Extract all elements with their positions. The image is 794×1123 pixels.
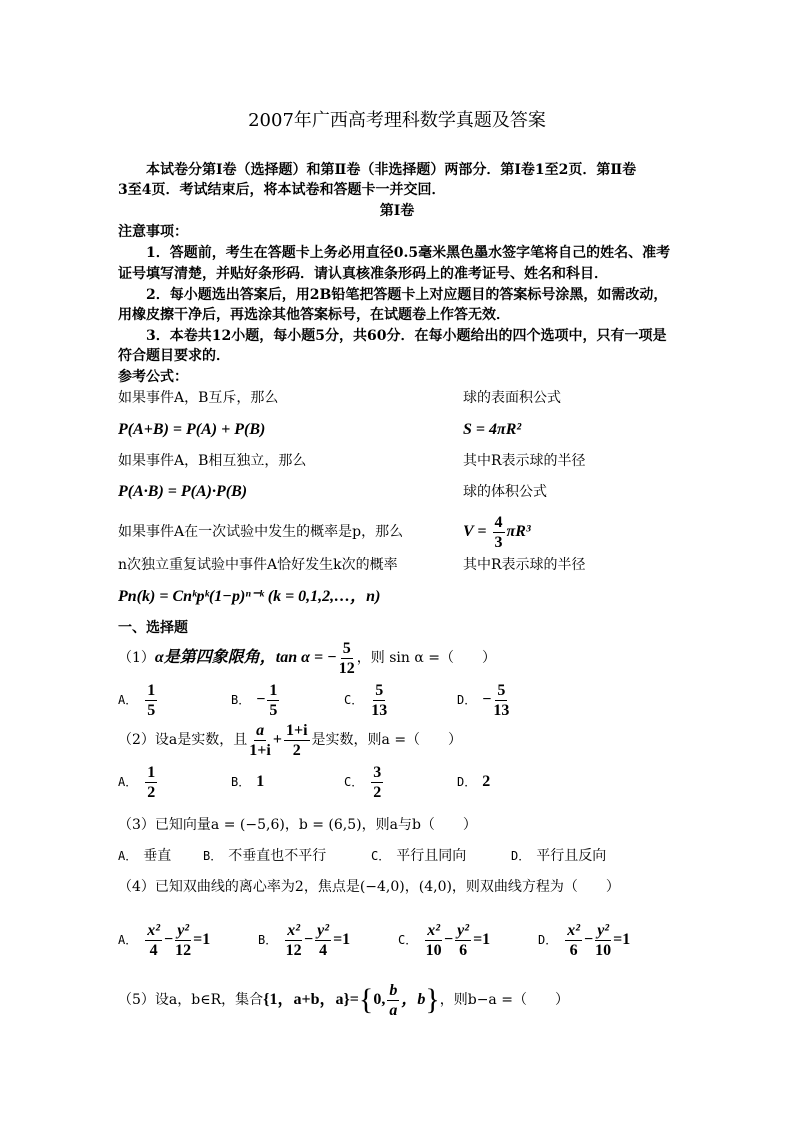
denominator: 4 xyxy=(319,941,328,959)
option-label: B． xyxy=(203,849,223,863)
formula-text-probability: 如果事件A在一次试验中发生的概率是p，那么 xyxy=(118,524,404,540)
numerator: y² xyxy=(177,921,190,939)
numerator: 1 xyxy=(147,763,156,781)
fraction xyxy=(145,921,162,960)
right-brace: } xyxy=(425,983,440,1016)
numerator: 5 xyxy=(375,681,384,699)
question-text: 设a，b∈R，集合 xyxy=(154,992,264,1008)
sphere-surface-label: 球的表面积公式 xyxy=(463,390,561,406)
numerator: 5 xyxy=(342,639,351,657)
fraction xyxy=(425,921,442,960)
formula-text-binomial: n次独立重复试验中事件A恰好发生k次的概率 xyxy=(118,557,398,573)
fraction xyxy=(285,921,302,960)
option-label: C． xyxy=(398,933,418,947)
option-value: 平行且同向 xyxy=(396,848,467,864)
denominator: 2 xyxy=(147,783,156,801)
question-text: ，则 sin α =（ ） xyxy=(356,650,497,666)
option-label: B． xyxy=(231,775,251,789)
option-label: D． xyxy=(511,849,531,863)
option-b xyxy=(231,680,344,720)
formula-binomial: Pn(k) = Cnᵏpᵏ(1−p)ⁿ⁻ᵏ (k = 0,1,2,…，n) xyxy=(118,588,381,605)
denominator: 1+i xyxy=(249,741,271,759)
question-2 xyxy=(118,720,462,760)
intro-line-1: 本试卷分第Ⅰ卷（选择题）和第Ⅱ卷（非选择题）两部分．第Ⅰ卷1至2页．第Ⅱ卷 xyxy=(146,162,637,178)
denominator: 13 xyxy=(371,701,388,719)
numerator: a xyxy=(256,721,265,739)
fraction xyxy=(565,921,582,960)
volume-heading: 第Ⅰ卷 xyxy=(379,203,415,219)
minus-sign: − xyxy=(164,931,174,948)
volume-lhs: V = xyxy=(463,523,491,540)
option-c xyxy=(344,680,457,720)
option-b xyxy=(203,847,371,865)
fraction xyxy=(145,681,157,720)
equals-sign: = xyxy=(349,991,359,1008)
option-d xyxy=(538,920,630,960)
document-title: 2007年广西高考理科数学真题及答案 xyxy=(248,110,546,131)
option-a xyxy=(118,680,231,720)
option-label: B． xyxy=(258,933,278,947)
denominator: 6 xyxy=(459,941,468,959)
denominator: 2 xyxy=(292,741,301,759)
set-right-part: 0, xyxy=(373,991,386,1008)
question-3 xyxy=(118,816,477,834)
fraction xyxy=(145,763,157,802)
question-number: （4） xyxy=(118,879,155,895)
formula-text-independent: 如果事件A，B相互独立，那么 xyxy=(118,453,307,469)
question-text: 已知双曲线的离心率为2，焦点是(−4,0)，(4,0)，则双曲线方程为（ ） xyxy=(154,879,620,895)
fraction xyxy=(339,639,355,678)
notice-2-line-2: 用橡皮擦干净后，再选涂其他答案标号，在试题卷上作答无效． xyxy=(118,307,510,323)
intro-line-2: 3至4页．考试结束后，将本试卷和答题卡一并交回． xyxy=(118,182,446,198)
notice-heading: 注意事项： xyxy=(118,224,188,240)
numerator: 3 xyxy=(373,763,382,781)
option-value: 垂直 xyxy=(143,848,172,864)
equals-one: =1 xyxy=(473,931,491,948)
numerator: 1 xyxy=(269,681,278,699)
option-label: C． xyxy=(344,693,364,707)
denominator: 12 xyxy=(175,941,192,959)
fraction xyxy=(175,921,191,960)
notice-1-line-2: 证号填写清楚，并贴好条形码．请认真核准条形码上的准考证号、姓名和科目． xyxy=(118,266,608,282)
denominator: 4 xyxy=(149,941,158,959)
formula-text-mutually-exclusive: 如果事件A，B互斥，那么 xyxy=(118,390,279,406)
notice-1-line-1: 1．答题前，考生在答题卡上务必用直径0.5毫米黑色墨水签字笔将自己的姓名、准考 xyxy=(146,245,671,261)
numerator: 1+i xyxy=(285,721,308,739)
option-value: 2 xyxy=(482,773,491,790)
question-number: （3） xyxy=(118,817,155,833)
option-d xyxy=(511,847,606,865)
set-left: {1，a+b，a} xyxy=(263,991,350,1008)
numerator: 5 xyxy=(497,681,506,699)
option-label: C． xyxy=(371,849,391,863)
denominator: 5 xyxy=(147,701,156,719)
denominator: 3 xyxy=(494,533,503,551)
section-heading: 一、选择题 xyxy=(118,620,188,636)
option-value: 不垂直也不平行 xyxy=(228,848,327,864)
question-text: 设a是实数，且 xyxy=(154,732,248,748)
equals-one: =1 xyxy=(613,931,631,948)
option-label: A． xyxy=(118,775,138,789)
numerator: y² xyxy=(457,921,470,939)
option-c xyxy=(398,920,538,960)
sphere-surface-formula: S = 4πR² xyxy=(463,421,522,438)
notice-3-line-1: 3．本卷共12小题，每小题5分，共60分．在每小题给出的四个选项中，只有一项是 xyxy=(146,328,667,344)
notice-3-line-2: 符合题目要求的． xyxy=(118,348,230,364)
option-label: A． xyxy=(118,849,138,863)
numerator: 1 xyxy=(147,681,156,699)
minus-sign: − xyxy=(304,931,314,948)
question-3-options xyxy=(118,847,606,865)
option-label: D． xyxy=(538,933,558,947)
fraction xyxy=(595,921,611,960)
fraction xyxy=(371,763,383,802)
option-c xyxy=(344,762,457,802)
minus-sign: − xyxy=(444,931,454,948)
denominator: 5 xyxy=(269,701,278,719)
denominator: 13 xyxy=(493,701,510,719)
fraction xyxy=(493,513,505,552)
question-1-options xyxy=(118,680,511,720)
question-text: 已知向量a = (−5,6)，b = (6,5)，则a与b（ ） xyxy=(154,817,477,833)
fraction xyxy=(267,681,279,720)
option-label: D． xyxy=(457,693,477,707)
plus-sign: + xyxy=(272,731,282,748)
question-5 xyxy=(118,978,569,1022)
radius-note-2: 其中R表示球的半径 xyxy=(463,557,586,573)
option-b xyxy=(258,920,398,960)
option-label: A． xyxy=(118,933,138,947)
denominator: a xyxy=(389,1001,398,1019)
numerator: x² xyxy=(427,921,441,939)
question-text: α是第四象限角，tan α = − xyxy=(154,649,337,666)
option-label: A． xyxy=(118,693,138,707)
minus-sign: − xyxy=(584,931,594,948)
option-b xyxy=(231,762,344,802)
numerator: y² xyxy=(317,921,330,939)
denominator: 12 xyxy=(338,659,355,677)
fraction xyxy=(371,681,387,720)
equals-one: =1 xyxy=(193,931,211,948)
option-d xyxy=(457,680,511,720)
fraction xyxy=(387,981,399,1020)
option-a xyxy=(118,762,231,802)
numerator: x² xyxy=(287,921,301,939)
numerator: x² xyxy=(567,921,581,939)
fraction xyxy=(493,681,509,720)
denominator: 12 xyxy=(285,941,302,959)
option-label: D． xyxy=(457,775,477,789)
fraction xyxy=(315,921,331,960)
denominator: 2 xyxy=(373,783,382,801)
sign: − xyxy=(256,691,266,708)
radius-note-1: 其中R表示球的半径 xyxy=(463,453,586,469)
question-4 xyxy=(118,878,620,896)
question-text: 是实数，则a =（ ） xyxy=(311,732,463,748)
option-label: B． xyxy=(231,693,251,707)
numerator: 4 xyxy=(494,513,503,531)
fraction xyxy=(455,921,471,960)
left-brace: { xyxy=(358,983,374,1016)
sphere-volume-label: 球的体积公式 xyxy=(463,484,547,500)
option-label: C． xyxy=(344,775,364,789)
denominator: 10 xyxy=(425,941,442,959)
option-a xyxy=(118,920,258,960)
fraction xyxy=(249,721,271,760)
question-4-options xyxy=(118,920,630,960)
notice-2-line-1: 2．每小题选出答案后，用2B铅笔把答题卡上对应题目的答案标号涂黑，如需改动， xyxy=(146,287,668,303)
option-d xyxy=(457,762,490,802)
fraction xyxy=(284,721,310,760)
volume-rhs: πR³ xyxy=(506,523,531,540)
set-right-part: ，b xyxy=(401,991,426,1008)
denominator: 10 xyxy=(595,941,612,959)
sign: − xyxy=(482,691,492,708)
formula-addition: P(A+B) = P(A) + P(B) xyxy=(118,421,266,438)
option-value: 1 xyxy=(256,773,265,790)
question-1 xyxy=(118,638,496,678)
formulas-heading: 参考公式： xyxy=(118,369,188,385)
sphere-volume-formula xyxy=(463,512,531,552)
numerator: x² xyxy=(147,921,161,939)
equals-one: =1 xyxy=(333,931,351,948)
numerator: y² xyxy=(597,921,610,939)
denominator: 6 xyxy=(569,941,578,959)
question-text: ，则b−a =（ ） xyxy=(439,992,569,1008)
question-number: （2） xyxy=(118,732,155,748)
question-number: （5） xyxy=(118,992,155,1008)
question-2-options xyxy=(118,762,490,802)
option-c xyxy=(371,847,511,865)
formula-multiplication: P(A·B) = P(A)·P(B) xyxy=(118,483,248,500)
option-a xyxy=(118,847,203,865)
numerator: b xyxy=(389,981,398,999)
option-value: 平行且反向 xyxy=(536,848,607,864)
question-number: （1） xyxy=(118,650,155,666)
